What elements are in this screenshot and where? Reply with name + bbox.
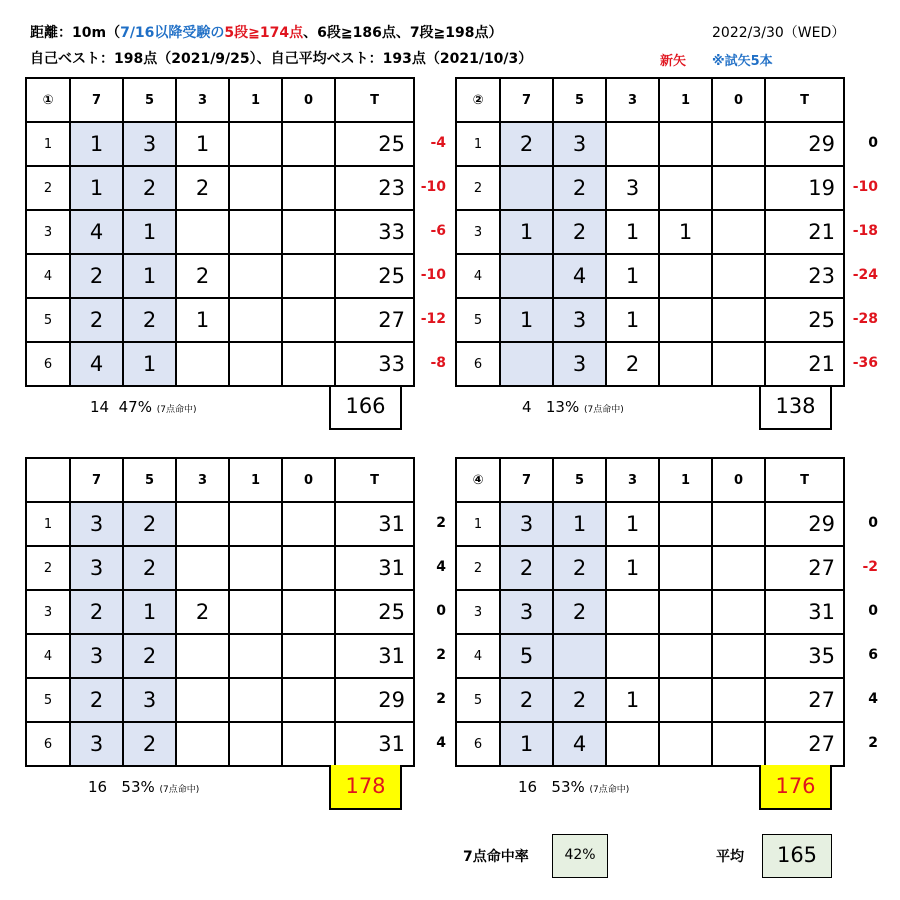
table-row (456, 298, 844, 342)
column-header: 3 (606, 458, 659, 502)
count-3 (176, 634, 229, 678)
count-5: 2 (123, 634, 176, 678)
count-1 (659, 546, 712, 590)
count-5: 1 (123, 254, 176, 298)
row-diff: -10 (852, 179, 878, 195)
row-total: 31 (335, 502, 414, 546)
count-3: 2 (176, 254, 229, 298)
column-header: 0 (712, 458, 765, 502)
count-5: 2 (553, 590, 606, 634)
count-7: 4 (70, 210, 123, 254)
round-1-summary (90, 398, 197, 416)
row-diff: -10 (420, 267, 446, 283)
count-7: 2 (500, 546, 553, 590)
count-0 (712, 166, 765, 210)
column-header: 1 (229, 78, 282, 122)
row-number: 1 (26, 502, 70, 546)
row-number: 6 (26, 722, 70, 766)
column-header: 1 (659, 78, 712, 122)
count-3: 2 (176, 590, 229, 634)
row-number: 5 (26, 678, 70, 722)
round-4-total: 176 (759, 765, 832, 810)
count-3 (176, 678, 229, 722)
count-7: 3 (70, 546, 123, 590)
row-number: 1 (26, 122, 70, 166)
count-0 (282, 502, 335, 546)
column-header: 7 (500, 78, 553, 122)
count-3 (176, 342, 229, 386)
row-diff: -2 (862, 559, 878, 575)
count-7: 1 (500, 298, 553, 342)
count-1 (229, 502, 282, 546)
table-row (26, 210, 414, 254)
row-number: 4 (26, 254, 70, 298)
count-5: 1 (553, 502, 606, 546)
count-5: 3 (553, 342, 606, 386)
round-2-total: 138 (759, 385, 832, 430)
count-5: 2 (123, 166, 176, 210)
hit-rate: 53% (121, 778, 155, 796)
column-header: 3 (606, 78, 659, 122)
hit-rate-label: 7点命中率 (463, 849, 529, 865)
count-0 (282, 342, 335, 386)
row-diff: -12 (420, 311, 446, 327)
row-diff: 0 (868, 603, 878, 619)
count-7: 1 (500, 722, 553, 766)
hit-count: 16 (88, 778, 108, 796)
table-row (26, 122, 414, 166)
row-total: 23 (765, 254, 844, 298)
count-1 (659, 342, 712, 386)
count-3: 1 (606, 210, 659, 254)
round-label (26, 458, 70, 502)
count-3 (176, 546, 229, 590)
table-row (26, 722, 414, 766)
row-diff: -8 (430, 355, 446, 371)
count-0 (282, 122, 335, 166)
count-3: 2 (606, 342, 659, 386)
count-5: 2 (553, 166, 606, 210)
count-7: 3 (500, 502, 553, 546)
count-7: 2 (70, 678, 123, 722)
count-0 (712, 678, 765, 722)
row-number: 4 (26, 634, 70, 678)
column-header: 0 (282, 78, 335, 122)
hit-rate-note: (7点命中) (159, 785, 200, 795)
table-row (456, 342, 844, 386)
round-1-total: 166 (329, 385, 402, 430)
count-1 (659, 678, 712, 722)
count-7 (500, 342, 553, 386)
row-total: 35 (765, 634, 844, 678)
count-1 (659, 166, 712, 210)
count-1 (229, 678, 282, 722)
row-total: 33 (335, 342, 414, 386)
table-row (26, 298, 414, 342)
column-header: 3 (176, 458, 229, 502)
row-total: 31 (335, 634, 414, 678)
row-diff: 0 (868, 135, 878, 151)
best-line: 自己ベスト：198点（2021/9/25）、自己平均ベスト：193点（2021/10/3） (30, 51, 533, 67)
row-total: 31 (765, 590, 844, 634)
count-7: 2 (70, 298, 123, 342)
average-value: 165 (762, 834, 832, 878)
row-total: 19 (765, 166, 844, 210)
count-5: 1 (123, 210, 176, 254)
table-row (456, 166, 844, 210)
row-number: 3 (26, 210, 70, 254)
count-1 (659, 722, 712, 766)
count-7: 2 (500, 122, 553, 166)
count-3 (606, 122, 659, 166)
count-7: 2 (70, 254, 123, 298)
row-total: 25 (335, 254, 414, 298)
table-row (26, 254, 414, 298)
distance-suffix: 、6段≧186点、7段≧198点） (303, 25, 503, 41)
count-0 (282, 210, 335, 254)
column-header: T (335, 78, 414, 122)
count-3 (606, 722, 659, 766)
count-3 (176, 722, 229, 766)
row-diff: 0 (436, 603, 446, 619)
count-5: 2 (553, 678, 606, 722)
table-row (26, 502, 414, 546)
count-1 (229, 342, 282, 386)
row-number: 4 (456, 254, 500, 298)
count-7: 2 (70, 590, 123, 634)
count-7: 3 (500, 590, 553, 634)
count-7: 3 (70, 722, 123, 766)
row-number: 2 (456, 546, 500, 590)
count-1 (229, 546, 282, 590)
row-number: 6 (456, 722, 500, 766)
row-diff: -24 (852, 267, 878, 283)
row-diff: 0 (868, 515, 878, 531)
table-row (26, 634, 414, 678)
row-total: 29 (765, 122, 844, 166)
count-0 (282, 546, 335, 590)
hit-count: 14 (90, 398, 110, 416)
row-number: 6 (456, 342, 500, 386)
count-1 (229, 634, 282, 678)
row-diff: -6 (430, 223, 446, 239)
count-5 (553, 634, 606, 678)
header-row (456, 458, 844, 502)
count-5: 2 (123, 546, 176, 590)
count-7: 1 (70, 166, 123, 210)
count-3 (606, 590, 659, 634)
row-diff: -36 (852, 355, 878, 371)
count-3: 2 (176, 166, 229, 210)
count-0 (712, 122, 765, 166)
column-header: T (765, 78, 844, 122)
count-5: 3 (553, 298, 606, 342)
row-diff: 2 (436, 647, 446, 663)
distance-red-text: 5段≧174点 (224, 25, 304, 41)
row-diff: -4 (430, 135, 446, 151)
distance-blue-text: 7/16以降受験の (120, 25, 225, 41)
count-3: 1 (176, 122, 229, 166)
count-0 (712, 634, 765, 678)
row-total: 21 (765, 342, 844, 386)
count-1 (229, 254, 282, 298)
row-total: 29 (765, 502, 844, 546)
row-diff: 2 (868, 735, 878, 751)
count-5: 2 (553, 210, 606, 254)
column-header: 5 (553, 78, 606, 122)
table-row (26, 590, 414, 634)
count-0 (712, 254, 765, 298)
column-header: 7 (70, 458, 123, 502)
row-number: 3 (456, 210, 500, 254)
header-row (26, 458, 414, 502)
count-5: 2 (123, 722, 176, 766)
count-0 (712, 298, 765, 342)
column-header: 0 (282, 458, 335, 502)
table-row (456, 210, 844, 254)
table-row (456, 254, 844, 298)
column-header: 5 (123, 78, 176, 122)
row-total: 27 (335, 298, 414, 342)
count-5: 2 (553, 546, 606, 590)
table-row (456, 722, 844, 766)
count-7 (500, 166, 553, 210)
row-total: 31 (335, 546, 414, 590)
count-3 (176, 210, 229, 254)
round-4-table (455, 457, 845, 767)
row-number: 5 (456, 678, 500, 722)
row-diff: 2 (436, 691, 446, 707)
count-5: 3 (123, 678, 176, 722)
hit-rate: 47% (118, 398, 152, 416)
count-0 (282, 722, 335, 766)
count-7: 3 (70, 634, 123, 678)
count-1 (659, 502, 712, 546)
row-number: 3 (456, 590, 500, 634)
count-0 (282, 590, 335, 634)
hit-rate-note: (7点命中) (583, 405, 624, 415)
row-number: 5 (456, 298, 500, 342)
row-diff: -10 (420, 179, 446, 195)
hit-rate: 53% (551, 778, 585, 796)
table-row (456, 122, 844, 166)
count-1 (229, 722, 282, 766)
round-3-diffs (386, 501, 446, 765)
count-0 (712, 502, 765, 546)
count-5: 1 (123, 342, 176, 386)
count-3: 1 (606, 254, 659, 298)
count-3 (606, 634, 659, 678)
hit-rate-note: (7点命中) (589, 785, 630, 795)
row-number: 3 (26, 590, 70, 634)
round-3-total: 178 (329, 765, 402, 810)
row-number: 1 (456, 502, 500, 546)
row-diff: 2 (436, 515, 446, 531)
count-7: 1 (70, 122, 123, 166)
table-row (26, 166, 414, 210)
count-1 (659, 254, 712, 298)
row-number: 2 (456, 166, 500, 210)
row-diff: -18 (852, 223, 878, 239)
table-row (456, 502, 844, 546)
count-7: 3 (70, 502, 123, 546)
row-number: 1 (456, 122, 500, 166)
row-total: 31 (335, 722, 414, 766)
count-7: 2 (500, 678, 553, 722)
round-2-summary (522, 398, 624, 416)
table-row (456, 590, 844, 634)
column-header: 0 (712, 78, 765, 122)
hit-rate-note: (7点命中) (156, 405, 197, 415)
row-number: 6 (26, 342, 70, 386)
table-row (456, 634, 844, 678)
header-row (26, 78, 414, 122)
count-0 (712, 546, 765, 590)
row-diff: 4 (436, 735, 446, 751)
count-5: 3 (123, 122, 176, 166)
row-total: 27 (765, 546, 844, 590)
count-0 (712, 722, 765, 766)
column-header: 1 (659, 458, 712, 502)
count-1 (229, 298, 282, 342)
table-row (456, 678, 844, 722)
column-header: 3 (176, 78, 229, 122)
count-7: 5 (500, 634, 553, 678)
row-total: 27 (765, 722, 844, 766)
row-total: 29 (335, 678, 414, 722)
column-header: T (335, 458, 414, 502)
count-1 (229, 122, 282, 166)
hit-count: 16 (518, 778, 538, 796)
round-3-table (25, 457, 415, 767)
count-0 (712, 210, 765, 254)
round-4-diffs (818, 501, 878, 765)
count-0 (712, 590, 765, 634)
count-5: 1 (123, 590, 176, 634)
test-arrow-label: ※試矢5本 (712, 54, 773, 69)
count-1 (659, 122, 712, 166)
table-row (26, 546, 414, 590)
count-0 (282, 678, 335, 722)
round-2-table (455, 77, 845, 387)
count-7: 1 (500, 210, 553, 254)
count-7 (500, 254, 553, 298)
count-3: 1 (606, 502, 659, 546)
count-1: 1 (659, 210, 712, 254)
count-3: 1 (606, 678, 659, 722)
count-3 (176, 502, 229, 546)
distance-line (30, 22, 503, 42)
count-3: 3 (606, 166, 659, 210)
round-2-diffs (818, 121, 878, 385)
count-7: 4 (70, 342, 123, 386)
column-header: 7 (70, 78, 123, 122)
row-diff: 6 (868, 647, 878, 663)
count-1 (229, 210, 282, 254)
row-total: 25 (765, 298, 844, 342)
hit-count: 4 (522, 398, 532, 416)
row-total: 33 (335, 210, 414, 254)
row-total: 21 (765, 210, 844, 254)
count-5: 2 (123, 298, 176, 342)
row-number: 5 (26, 298, 70, 342)
column-header: T (765, 458, 844, 502)
table-row (26, 678, 414, 722)
header-row (456, 78, 844, 122)
row-number: 4 (456, 634, 500, 678)
count-0 (712, 342, 765, 386)
column-header: 7 (500, 458, 553, 502)
count-5: 3 (553, 122, 606, 166)
count-0 (282, 254, 335, 298)
count-0 (282, 298, 335, 342)
count-5: 4 (553, 722, 606, 766)
hit-rate-value: 42% (552, 834, 608, 878)
row-diff: 4 (436, 559, 446, 575)
table-row (26, 342, 414, 386)
count-1 (659, 634, 712, 678)
date-label: 2022/3/30（WED） (712, 25, 846, 41)
row-total: 25 (335, 122, 414, 166)
row-total: 25 (335, 590, 414, 634)
count-5: 2 (123, 502, 176, 546)
count-3: 1 (606, 298, 659, 342)
count-3: 1 (606, 546, 659, 590)
round-3-summary (88, 778, 199, 796)
column-header: 1 (229, 458, 282, 502)
distance-prefix: 距離：10m（ (30, 25, 121, 41)
column-header: 5 (553, 458, 606, 502)
count-3: 1 (176, 298, 229, 342)
round-label: ① (26, 78, 70, 122)
count-0 (282, 166, 335, 210)
row-diff: 4 (868, 691, 878, 707)
average-label: 平均 (716, 849, 744, 865)
hit-rate: 13% (545, 398, 580, 416)
row-number: 2 (26, 546, 70, 590)
round-label: ② (456, 78, 500, 122)
count-1 (229, 590, 282, 634)
new-arrow-label: 新矢 (660, 54, 687, 69)
count-1 (229, 166, 282, 210)
row-total: 23 (335, 166, 414, 210)
row-total: 27 (765, 678, 844, 722)
count-1 (659, 590, 712, 634)
row-diff: -28 (852, 311, 878, 327)
row-number: 2 (26, 166, 70, 210)
column-header: 5 (123, 458, 176, 502)
table-row (456, 546, 844, 590)
round-label: ④ (456, 458, 500, 502)
count-1 (659, 298, 712, 342)
count-5: 4 (553, 254, 606, 298)
round-4-summary (518, 778, 629, 796)
round-1-table (25, 77, 415, 387)
count-0 (282, 634, 335, 678)
round-1-diffs (386, 121, 446, 385)
